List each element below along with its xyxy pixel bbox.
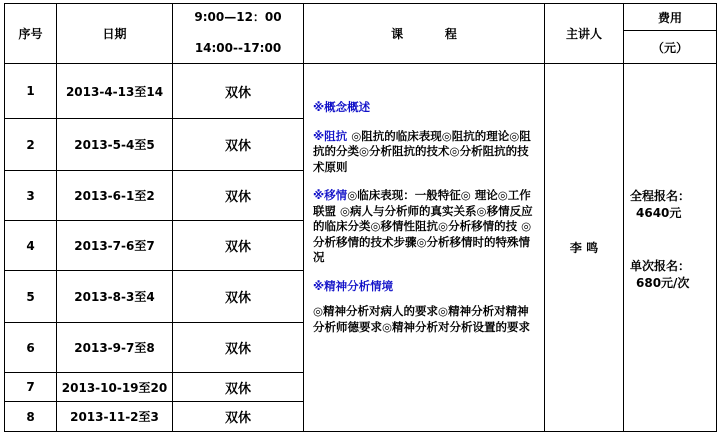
course-section-transference [313, 188, 539, 266]
row-date: 2013-5-4至5 [74, 138, 155, 152]
row-date: 2013-4-13至14 [65, 84, 164, 99]
section-body: ◎精神分析对病人的要求◎精神分析对精神分析师德要求◎精神分析对分析设置的要求 [313, 304, 531, 334]
header-lecturer: 主讲人 [565, 27, 602, 41]
section-title: ※精神分析情境 [313, 278, 394, 293]
row-status: 双休 [224, 342, 251, 357]
row-date: 2013-9-7至8 [74, 341, 155, 355]
header-time-morning: 9:00—12：00 [194, 9, 282, 24]
row-status: 双休 [224, 411, 251, 426]
fee-full-label: 全程报名： [630, 189, 691, 203]
row-status: 双休 [224, 85, 251, 101]
row-date: 2013-7-6至7 [74, 239, 155, 253]
course-section-resistance [313, 129, 539, 176]
lecturer-name: 李 鸣 [569, 241, 599, 255]
section-body: ◎阻抗的临床表现◎阻抗的理论◎阻抗的分类◎分析阻抗的技术◎分析阻抗的技术原则 [313, 128, 531, 174]
row-status: 双休 [224, 139, 251, 154]
row-status: 双休 [224, 291, 251, 306]
header-date: 日期 [102, 27, 127, 41]
row-status: 双休 [224, 190, 251, 205]
row-number: 3 [26, 188, 35, 203]
section-title: ※概念概述 [313, 100, 371, 114]
section-title: ※阻抗 [313, 128, 348, 143]
row-number: 1 [26, 84, 35, 98]
fee-info [630, 188, 716, 292]
row-number: 2 [26, 137, 35, 152]
course-description [313, 100, 539, 348]
fee-single-value: 680元/次 [636, 276, 690, 290]
header-time-afternoon: 14:00--17:00 [194, 41, 282, 55]
row-date: 2013-6-1至2 [74, 189, 155, 203]
header-seq: 序号 [18, 27, 43, 41]
row-status: 双休 [224, 381, 251, 397]
course-section-situation-body [313, 304, 539, 335]
section-body: ◎临床表现：一般特征◎ 理论◎工作联盟 ◎病人与分析师的真实关系◎移情反应的临床分类◎移情性阻抗◎分析移情的技 ◎分析移情的技术步骤◎分析移情时的特殊情况 [313, 188, 533, 264]
course-section-situation [313, 279, 539, 295]
row-number: 5 [26, 289, 35, 304]
row-date: 2013-10-19至20 [61, 380, 168, 395]
row-date: 2013-11-2至3 [70, 410, 159, 424]
header-fee-unit: （元） [651, 40, 688, 55]
section-title: ※移情 [313, 188, 348, 202]
row-number: 8 [26, 409, 35, 424]
fee-full-value: 4640元 [636, 206, 682, 220]
row-date: 2013-8-3至4 [74, 290, 155, 304]
row-status: 双休 [224, 240, 251, 255]
header-course: 课 程 [391, 27, 457, 41]
course-section-concepts [313, 100, 539, 116]
fee-single-label: 单次报名： [630, 259, 691, 273]
row-number: 6 [26, 340, 35, 355]
row-number: 4 [26, 238, 35, 253]
row-number: 7 [26, 380, 35, 394]
header-fee: 费用 [657, 10, 682, 25]
